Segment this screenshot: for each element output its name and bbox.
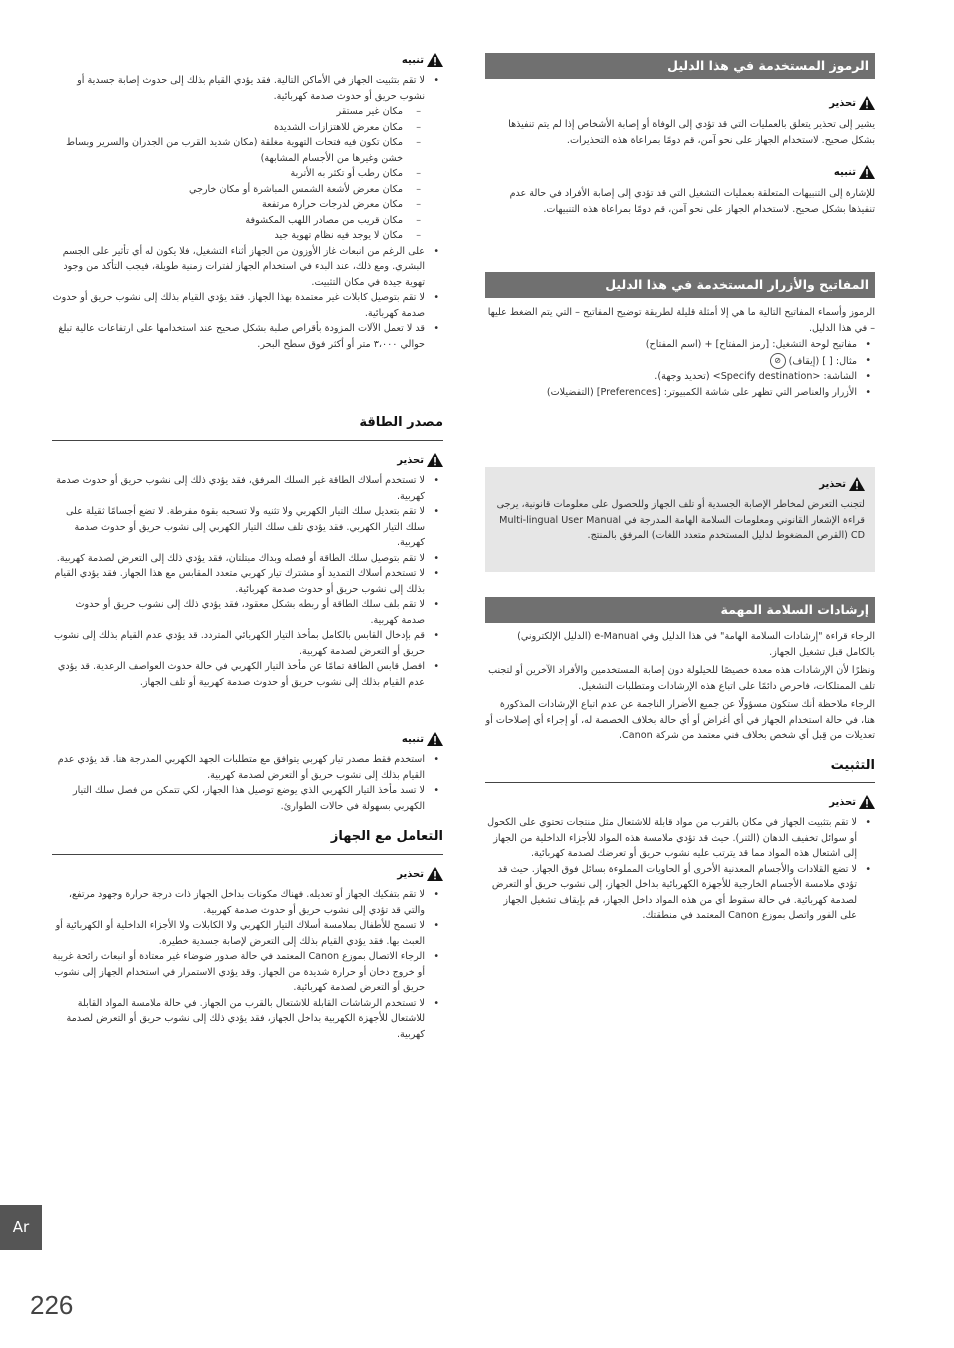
power-caution-list bbox=[52, 752, 443, 814]
placement-list bbox=[52, 73, 443, 352]
section-heading-installation: التثبيت bbox=[830, 758, 875, 773]
list-item: • مفاتيح لوحة التشغيل: [رمز المفتاح] + (اسم المفتاح) bbox=[485, 337, 857, 353]
language-tab: Ar bbox=[0, 1205, 42, 1250]
warning-label: تحذير bbox=[495, 477, 865, 493]
list-item: • لا تضع القلادات والأجسام المعدنية الأخرى أو الحاويات المملوءة بسائل فوق الجهاز. حيث قد تؤدي ملامسة الأجسام الخارجية للأجهزة الكهربائية بداخل الجهاز، إلى نشوب حريق أو التعرض لصدمة كهربائية. في حالة سقوط أي من هذه المواد داخل الجهاز، قم بإيقاف تشغيل الجهاز على الفور واتصل بموزع Canon المعتمد في منطقتك. bbox=[485, 862, 857, 924]
list-item: – مكان لا يوجد فيه نظام تهوية جيد bbox=[52, 228, 403, 244]
keys-intro: الرموز وأسماء المفاتيح التالية ما هي إلا أمثلة قليلة لطريقة توضيح المفاتيح – التي يتم الضغط عليها – في هذا الدليل. bbox=[487, 307, 875, 334]
installation-list bbox=[485, 815, 875, 924]
list-item: • لا تستخدم الرشاشات القابلة للاشتعال بالقرب من الجهاز. في حالة ملامسة المواد القابلة للاشتعال للأجهزة الكهربية بداخل الجهاز، فقد يؤدي ذلك إلى نشوب حريق أو التعرض لصدمة كهربية. bbox=[52, 996, 425, 1043]
warning-icon bbox=[859, 96, 875, 110]
safety-paragraph-1: الرجاء قراءة "إرشادات السلامة الهامة" في هذا الدليل وفي e-Manual (الدليل الإلكتروني) بالكامل قبل تشغيل الجهاز. bbox=[517, 631, 875, 658]
warning-icon bbox=[427, 867, 443, 881]
list-item: • لا تقم بتثبيت الجهاز في مكان بالقرب من مواد قابلة للاشتعال مثل منتجات تحتوي على الكحول أو سوائل تخفيف الدهان (الثنر). حيث قد تؤدي ملامسة هذه المواد للأجزاء الداخلية من الجهاز إلى اشتعال هذه المواد مما قد يترتب عليه نشوب حريق أو تعرضك لصدمة كهربائية. bbox=[485, 815, 857, 862]
section-heading-power: مصدر الطاقة bbox=[359, 415, 443, 430]
list-item: • قم بإدخال القابس بالكامل بمأخذ التيار الكهربائي المتردد. قد يؤدي عدم القيام بذلك إلى نشوب حريق أو التعرض لصدمة كهربية. bbox=[52, 628, 425, 659]
list-item: – مكان معرض للاهتزازات الشديدة bbox=[52, 120, 403, 136]
warning-description: يشير إلى تحذير يتعلق بالعمليات التي قد تؤدي إلى الوفاة أو إصابة الأشخاص إذا لم يتم تنفيذها بشكل صحيح. لاستخدام الجهاز على نحو آمن، قم دومًا بمراعاة هذه التحذيرات. bbox=[508, 119, 875, 146]
warning-label: تحذير bbox=[52, 867, 443, 883]
page-number: 226 bbox=[30, 1290, 74, 1320]
warning-label: تحذير bbox=[52, 453, 443, 469]
list-item: – مكان قريب من مصادر اللهب المكشوفة bbox=[52, 213, 403, 229]
warning-icon bbox=[427, 453, 443, 467]
caution-label: تنبيه bbox=[52, 732, 443, 748]
list-item: – مكان معرض لدرجات حرارة مرتفعة bbox=[52, 197, 403, 213]
caution-icon bbox=[859, 165, 875, 179]
list-item: • لا تقم بتوصيل سلك الطاقة أو فصله وبداك مبتلتان، فقد يؤدي ذلك إلى التعرض لصدمة كهربية. bbox=[52, 551, 425, 567]
divider bbox=[485, 782, 875, 783]
stop-key-icon: ⊘ bbox=[770, 353, 786, 369]
list-item: • لا تقم بتثبيت الجهاز في الأماكن التالية. فقد يؤدي القيام بذلك إلى حدوث إصابة جسدية أو نشوب حريق أو حدوث صدمة كهربائية. – مكان غير مستقر – مكان معرض للاهتزازات الشديدة – مكان تكون فيه فتحات التهوية مغلقة (مكان شديد القرب من الجدران والسرير وبساط خشن وغيرها من الأجسام المشابهة) – مكان رطب أو تكثر به الأتربة – مكان معرض لأشعة الشمس المباشرة أو مكان خارجي – مكان معرض لدرجات حرارة مرتفعة – مكان قريب من مصادر اللهب المكشوفة – مكان لا يوجد فيه نظام تهوية جيد bbox=[52, 73, 425, 244]
list-item: • الرجاء الاتصال بموزع Canon المعتمد في حالة صدور ضوضاء غير معتادة أو انبعاث رائحة غريبة أو خروج دخان أو حرارة شديدة من الجهاز. وقد يؤدي الاستمرار في استخدام الجهاز إلى نشوب حريق أو التعرض لصدمة كهربائية. bbox=[52, 949, 425, 996]
warning-label: تحذير bbox=[485, 795, 875, 811]
list-item: • مثال: [ ] (إيقاف) ⊘ bbox=[485, 353, 857, 370]
list-item: • الشاشة: <Specify destination> (تحديد وجهة). bbox=[485, 369, 857, 385]
keys-list bbox=[485, 337, 875, 400]
list-item: • لا تسد مأخذ التيار الكهربي الذي يوضع توصيل هذا الجهاز، لكي تتمكن من فصل سلك التيار الكهربي بسهولة في حالات الطوارئ. bbox=[52, 783, 425, 814]
handling-warning-list bbox=[52, 887, 443, 1042]
section-heading-handling: التعامل مع الجهاز bbox=[330, 829, 443, 844]
list-item: • لا تقم بتفكيك الجهاز أو تعديله. فهناك مكونات بداخل الجهاز ذات درجة حرارة وجهود مرتفع، والتي قد تؤدي إلى نشوب حريق أو حدوث صدمة كهربية. bbox=[52, 887, 425, 918]
section-heading-symbols: الرموز المستخدمة في هذا الدليل bbox=[485, 53, 875, 79]
divider bbox=[52, 854, 443, 855]
section-heading-keys: المفاتيح والأزرار المستخدمة في هذا الدليل bbox=[485, 272, 875, 298]
safety-paragraph-3: الرجاء ملاحظة أنك ستكون مسؤولًا عن جميع الأضرار الناجمة عن عدم اتباع الإرشادات المذكورة هنا، في حالة استخدام الجهاز في أي أغراض أو أي حالة بخلاف الخصصة له، أو إجراء أي إصلاحات أو تعديلات من قِبل أي شخص بخلاف فني معتمد من شركة Canon. bbox=[485, 699, 875, 741]
list-item: – مكان رطب أو تكثر به الأتربة bbox=[52, 166, 403, 182]
caution-icon bbox=[427, 732, 443, 746]
divider bbox=[52, 440, 443, 441]
list-item: • لا تستخدم أسلاك الطاقة غير السلك المرفق، فقد يؤدي ذلك إلى نشوب حريق أو حدوث صدمة كهربية. bbox=[52, 473, 425, 504]
warning-box bbox=[485, 467, 875, 572]
location-sublist bbox=[52, 104, 425, 244]
list-item: • افصل قابس الطاقة تمامًا عن مأخذ التيار الكهربي في حالة حدوث العواصف الرعدية. قد يؤدي عدم القيام بذلك إلى نشوب حريق أو حدوث صدمة كهربية أو تلف الجهاز. bbox=[52, 659, 425, 690]
list-item: • لا تقم بلف سلك الطاقة أو ربطه بشكل معقود، فقد يؤدي ذلك إلى نشوب حريق أو حدوث صدمة كهربية. bbox=[52, 597, 425, 628]
list-item: • لا تقم بتعديل سلك التيار الكهربي ولا تثنيه ولا تسحبه بقوة مفرطة. لا تضع أجسامًا ثقيلة على سلك التيار الكهربي. فقد يؤدي تلف سلك التيار الكهربي إلى نشوب حريق أو حدوث صدمة كهربية. bbox=[52, 504, 425, 551]
power-warning-list bbox=[52, 473, 443, 690]
warning-icon bbox=[849, 477, 865, 491]
warning-label: تحذير bbox=[485, 96, 875, 112]
warning-icon bbox=[859, 795, 875, 809]
caution-description: للإشارة إلى التنبيهات المتعلقة بعمليات التشغيل التي قد تؤدي إلى إصابة الأفراد في حالة عدم تنفيذها بشكل صحيح. لاستخدام الجهاز على نحو آمن، قم دومًا بمراعاة هذه التنبيهات. bbox=[509, 188, 875, 215]
list-item: • لا تستخدم أسلاك التمديد أو مشترك تيار كهربي متعدد المقابس مع هذا الجهاز. فقد يؤدي القيام بذلك إلى نشوب حريق أو حدوث صدمة كهربائية. bbox=[52, 566, 425, 597]
caution-icon bbox=[427, 53, 443, 67]
section-heading-safety: إرشادات السلامة المهمة bbox=[485, 597, 875, 623]
list-item: – مكان معرض لأشعة الشمس المباشرة أو مكان خارجي bbox=[52, 182, 403, 198]
list-item: • لا تسمح للأطفال بملامسة أسلاك التيار الكهربي ولا الكابلات ولا الأجزاء الداخلية أو الكهربائية أو العبث بها. فقد يؤدي القيام بذلك إلى التعرض لإصابة جسدية خطيرة. bbox=[52, 918, 425, 949]
list-item: • لا تقم بتوصيل كابلات غير معتمدة بهذا الجهاز. فقد يؤدي القيام بذلك إلى نشوب حريق أو حدوث صدمة كهربائية. bbox=[52, 290, 425, 321]
list-item: • الأزرار والعناصر التي تظهر على شاشة الكمبيوتر: [Preferences] (التفضيلات) bbox=[485, 385, 857, 401]
list-item: – مكان غير مستقر bbox=[52, 104, 403, 120]
safety-paragraph-2: ونظرًا لأن الإرشادات هذه معدة خصيصًا للحيلولة دون إصابة المستخدمين والأفراد الآخرين أو لتجنب تلف الممتلكات، فاحرص دائمًا على اتباع هذه الإرشادات ومتطلبات التشغيل. bbox=[488, 665, 875, 692]
legal-warning-text: لتجنب التعرض لمخاطر الإصابة الجسدية أو تلف الجهاز وللحصول على معلومات قانونية، يرجى قراءة الإشعار القانوني ومعلومات السلامة الهامة المدرجة في Multi-lingual User Manual CD (القرص المضغوط لدليل المستخدم متعدد اللغات) المرفق بالمنتج. bbox=[496, 499, 865, 541]
list-item: • قد لا تعمل الآلات المزودة بأقراص صلبة بشكل صحيح عند استخدامها على ارتفاعات عالية تبلغ حوالي ٣،٠٠٠ متر أو أكثر فوق سطح البحر. bbox=[52, 321, 425, 352]
list-item: • على الرغم من انبعاث غاز الأوزون من الجهاز أثناء التشغيل، فلا يكون له أي تأثير على الجسم البشري. ومع ذلك، عند البدء في استخدام الجهاز لفترات زمنية طويلة، فيجب التأكد من وجود تهوية جيدة في مكان التثبيت. bbox=[52, 244, 425, 291]
list-item: – مكان تكون فيه فتحات التهوية مغلقة (مكان شديد القرب من الجدران والسرير وبساط خشن وغيرها من الأجسام المشابهة) bbox=[52, 135, 403, 166]
caution-label: تنبيه bbox=[52, 53, 443, 69]
list-item: • استخدم فقط مصدر تيار كهربي يتوافق مع متطلبات الجهد الكهربي المدرجة هنا. قد يؤدي عدم القيام بذلك إلى نشوب حريق أو التعرض لصدمة كهربية. bbox=[52, 752, 425, 783]
caution-label: تنبيه bbox=[485, 165, 875, 181]
